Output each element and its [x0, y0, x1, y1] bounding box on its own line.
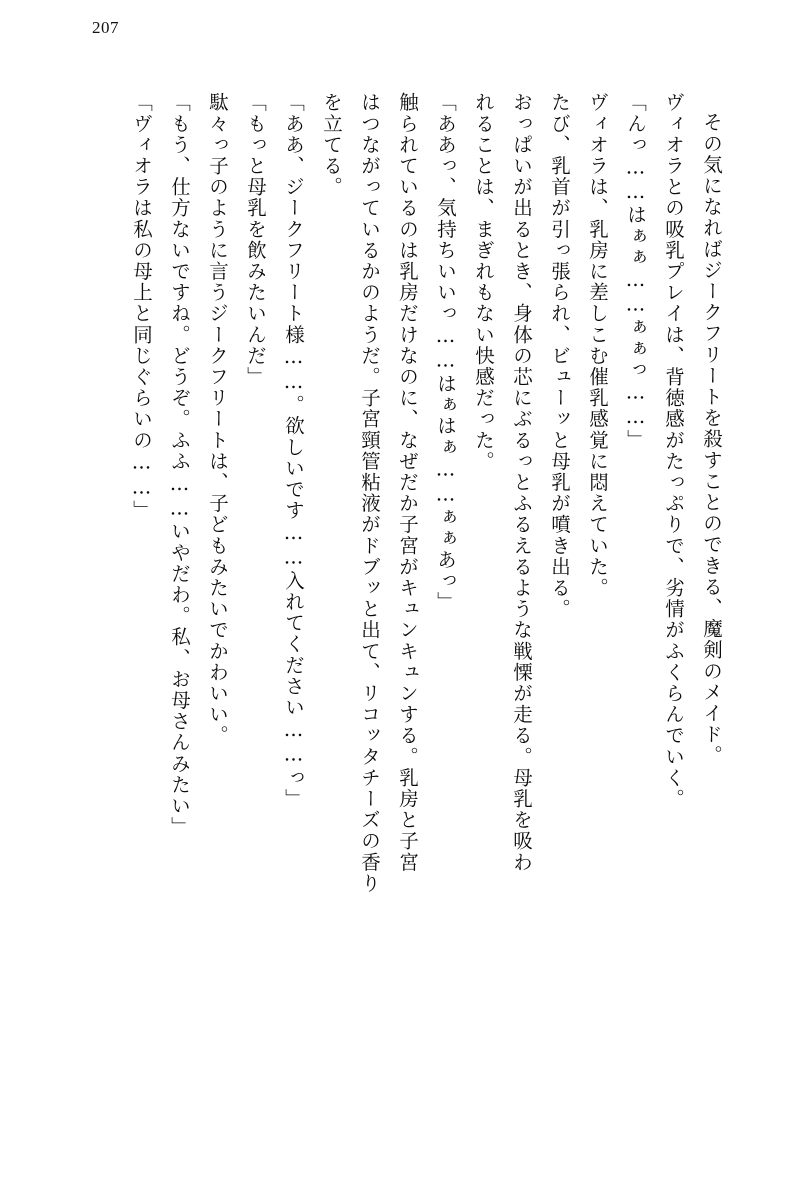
paragraph: 駄々っ子のように言うジークフリートは、子どもみたいでかわいい。: [206, 92, 229, 747]
paragraph: 「ああ、ジークフリート様……。欲しいです……入れてください……っ」: [282, 92, 305, 810]
page-text-body: [70, 92, 730, 1102]
paragraph: れることは、まぎれもない快感だった。: [472, 92, 495, 472]
paragraph: おっぱいが出るとき、身体の芯にぶるっとふるえるような戦慄が走る。母乳を吸わ: [510, 92, 533, 873]
paragraph: 「ヴィオラは私の母上と同じぐらいの……」: [130, 92, 153, 521]
page-number: 207: [92, 18, 119, 37]
paragraph: たび、乳首が引っ張られ、ビューッと母乳が噴き出る。: [548, 92, 571, 620]
paragraph: 「ああっ、気持ちいいっ……はぁはぁ……ぁぁあっ」: [434, 92, 457, 613]
paragraph: その気になればジークフリートを殺すことのできる、魔剣のメイド。: [700, 111, 723, 766]
paragraph: はつながっているかのようだ。子宮頸管粘液がドブッと出て、リコッタチーズの香り: [358, 92, 381, 894]
paragraph: 触られているのは乳房だけなのに、なぜだか子宮がキュンキュンする。乳房と子宮: [396, 92, 419, 873]
paragraph: 「んっ……はぁぁ……ぁぁっ……」: [624, 92, 647, 451]
paragraph: 「もう、仕方ないですね。どうぞ。ふふ……いやだわ。私、お母さんみたい」: [168, 92, 191, 838]
paragraph: ヴィオラとの吸乳プレイは、背徳感がたっぷりで、劣情がふくらんでいく。: [662, 92, 685, 810]
paragraph: 「もっと母乳を飲みたいんだ」: [244, 92, 267, 388]
paragraph: を立てる。: [320, 92, 343, 198]
paragraph: ヴィオラは、乳房に差しこむ催乳感覚に悶えていた。: [586, 92, 609, 599]
